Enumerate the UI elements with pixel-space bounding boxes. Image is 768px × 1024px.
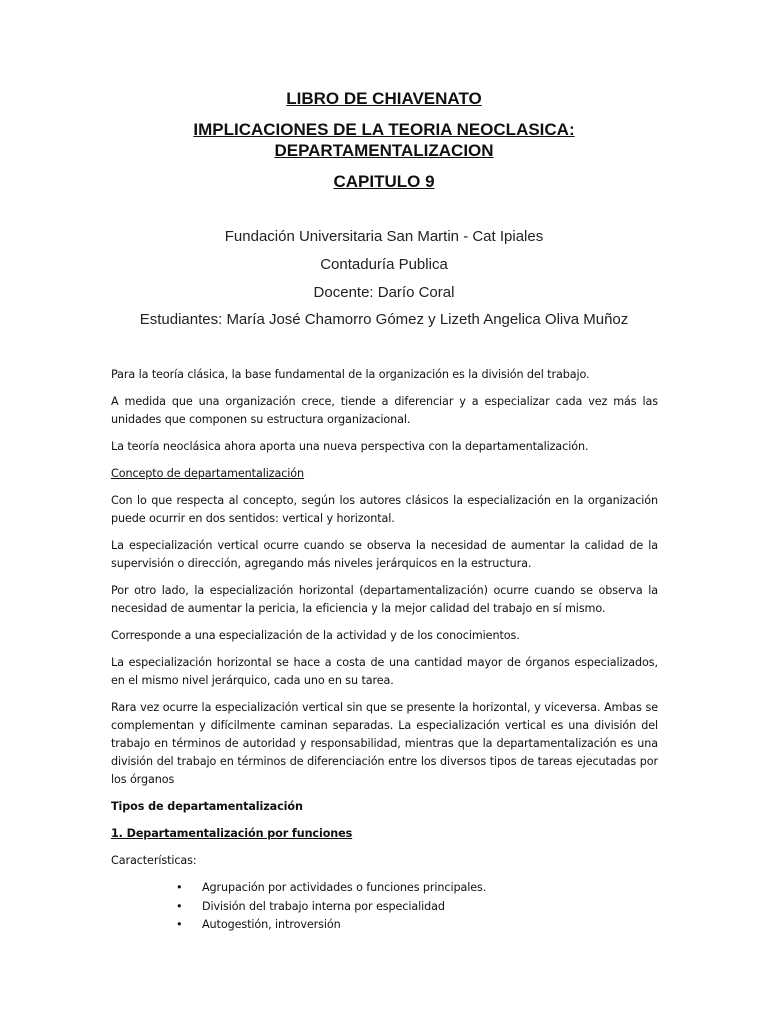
paragraph-8: La especialización horizontal se hace a costa de una cantidad mayor de órganos especializados, en el mismo nivel jerárquico, cada uno en su tarea.: [111, 656, 658, 687]
list-item: [111, 916, 658, 935]
paragraph-5: La especialización vertical ocurre cuando se observa la necesidad de aumentar la calidad de la supervisión o dirección, agregando más niveles jerárquicos en la estructura.: [111, 539, 658, 570]
subsection-heading-functions: 1. Departamentalización por funciones: [111, 827, 353, 840]
topic-heading-line1: IMPLICACIONES DE LA TEORIA NEOCLASICA:: [193, 120, 575, 139]
book-title: LIBRO DE CHIAVENATO: [286, 89, 482, 108]
list-item: [111, 898, 658, 917]
list-item-text: Agrupación por actividades o funciones principales.: [202, 881, 487, 894]
paragraph-2: A medida que una organización crece, tiende a diferenciar y a especializar cada vez más las unidades que componen su estructura organizacional.: [111, 395, 658, 426]
students-line: Estudiantes: María José Chamorro Gómez y Lizeth Angelica Oliva Muñoz: [139, 311, 629, 328]
paragraph-7: Corresponde a una especialización de la actividad y de los conocimientos.: [111, 629, 520, 642]
list-item: [111, 879, 658, 898]
paragraph-3: La teoría neoclásica ahora aporta una nueva perspectiva con la departamentalización.: [111, 440, 589, 453]
bullet-icon: •: [176, 918, 183, 931]
institution-line: Fundación Universitaria San Martin - Cat Ipiales: [224, 228, 544, 245]
body-text: [111, 366, 658, 935]
list-item-text: División del trabajo interna por especialidad: [202, 899, 445, 913]
list-item-text: Autogestión, introversión: [202, 918, 341, 931]
characteristics-label: Características:: [111, 854, 197, 867]
topic-heading-line2: DEPARTAMENTALIZACION: [274, 141, 494, 160]
characteristics-list: [111, 879, 658, 935]
section-heading-concept: Concepto de departamentalización: [111, 467, 305, 480]
teacher-line: Docente: Darío Coral: [313, 284, 455, 301]
paragraph-9: Rara vez ocurre la especialización vertical sin que se presente la horizontal, y viceversa. Ambas se complementan y difícilmente caminan separadas. La especialización vertical es una división del trabajo en términos de autoridad y responsabilidad, mientras que la departamentalización es una división del trabajo en términos de diferenciación entre los diversos tipos de tareas ejecutadas por los órganos: [111, 701, 658, 786]
chapter-title: CAPITULO 9: [333, 172, 435, 191]
program-line: Contaduría Publica: [320, 256, 448, 273]
section-heading-types: Tipos de departamentalización: [111, 800, 303, 813]
paragraph-6: Por otro lado, la especialización horizontal (departamentalización) ocurre cuando se observa la necesidad de aumentar la pericia, la eficiencia y la mejor calidad del trabajo en sí mismo.: [111, 584, 658, 615]
paragraph-4: Con lo que respecta al concepto, según los autores clásicos la especialización en la organización puede ocurrir en dos sentidos: vertical y horizontal.: [111, 494, 658, 525]
bullet-icon: •: [176, 899, 183, 913]
topic-heading: [0, 119, 768, 161]
paragraph-1: Para la teoría clásica, la base fundamental de la organización es la división del trabajo.: [111, 368, 590, 381]
bullet-icon: •: [176, 881, 183, 894]
